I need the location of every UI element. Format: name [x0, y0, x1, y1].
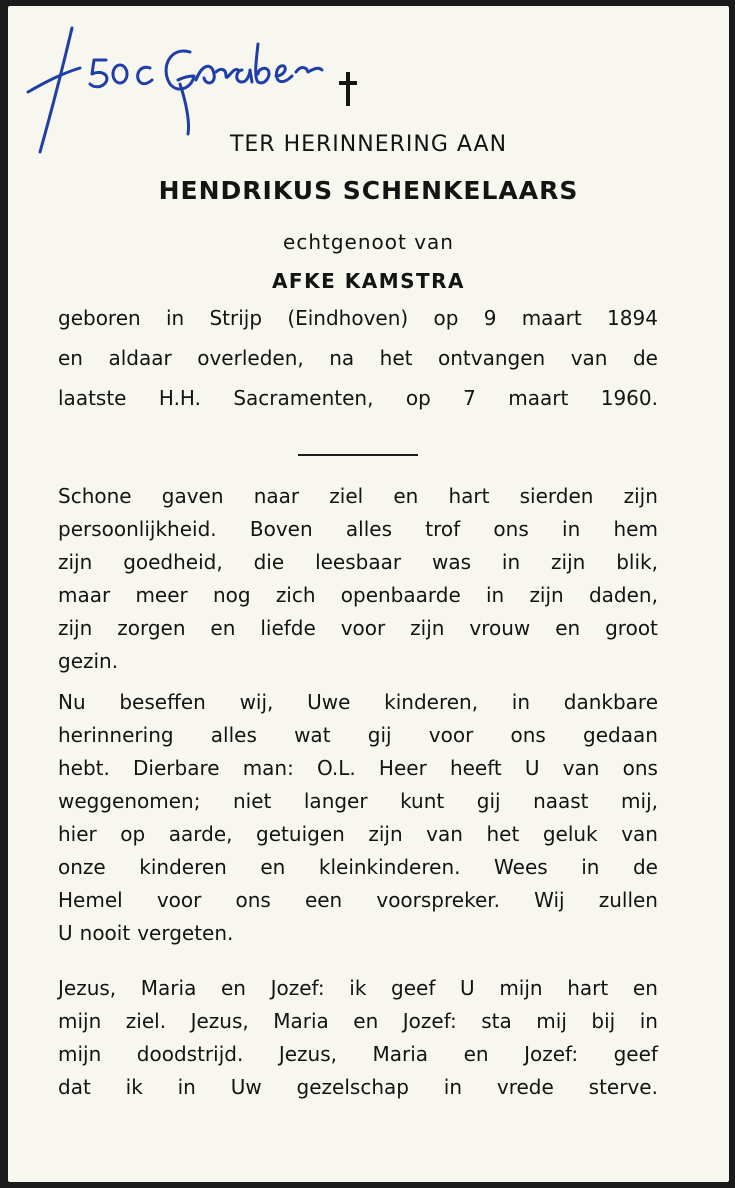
memorial-card [8, 6, 729, 1182]
deceased-name: HENDRIKUS SCHENKELAARS [158, 176, 579, 205]
text-line: dat ik in Uw gezelschap in vrede sterve. [58, 1075, 658, 1099]
text-line: laatste H.H. Sacramenten, op 7 maart 1960. [58, 386, 658, 410]
text-line: mijn ziel. Jezus, Maria en Jozef: sta mij bij in [58, 1009, 658, 1033]
text-line: zijn zorgen en liefde voor zijn vrouw en groot [58, 616, 658, 640]
text-line: onze kinderen en kleinkinderen. Wees in de [58, 855, 658, 879]
text-line: zijn goedheid, die leesbaar was in zijn blik, [58, 550, 658, 574]
text-line: Hemel voor ons een voorspreker. Wij zullen [58, 888, 658, 912]
text-line: weggenomen; niet langer kunt gij naast mij, [58, 789, 658, 813]
text-line: gezin. [58, 649, 119, 673]
spouse-name: AFKE KAMSTRA [271, 269, 466, 293]
divider-line [298, 454, 418, 456]
text-line: Schone gaven naar ziel en hart sierden zijn [58, 484, 658, 508]
memorial-heading: TER HERINNERING AAN [229, 132, 508, 157]
text-line: herinnering alles wat gij voor ons gedaan [58, 723, 658, 747]
text-line: Jezus, Maria en Jozef: ik geef U mijn hart en [58, 976, 658, 1000]
text-line: en aldaar overleden, na het ontvangen van de [58, 346, 658, 370]
text-line: hier op aarde, getuigen zijn van het geluk van [58, 822, 658, 846]
text-line: U nooit vergeten. [58, 921, 234, 945]
text-line: mijn doodstrijd. Jezus, Maria en Jozef: geef [58, 1042, 658, 1066]
text-line: persoonlijkheid. Boven alles trof ons in hem [58, 517, 658, 541]
text-line: hebt. Dierbare man: O.L. Heer heeft U van ons [58, 756, 658, 780]
text-line: Nu beseffen wij, Uwe kinderen, in dankbare [58, 690, 658, 714]
text-line: geboren in Strijp (Eindhoven) op 9 maart 1894 [58, 306, 658, 330]
text-line: maar meer nog zich openbaarde in zijn daden, [58, 583, 658, 607]
spouse-intro: echtgenoot van [283, 230, 454, 254]
cross-icon [338, 72, 358, 106]
